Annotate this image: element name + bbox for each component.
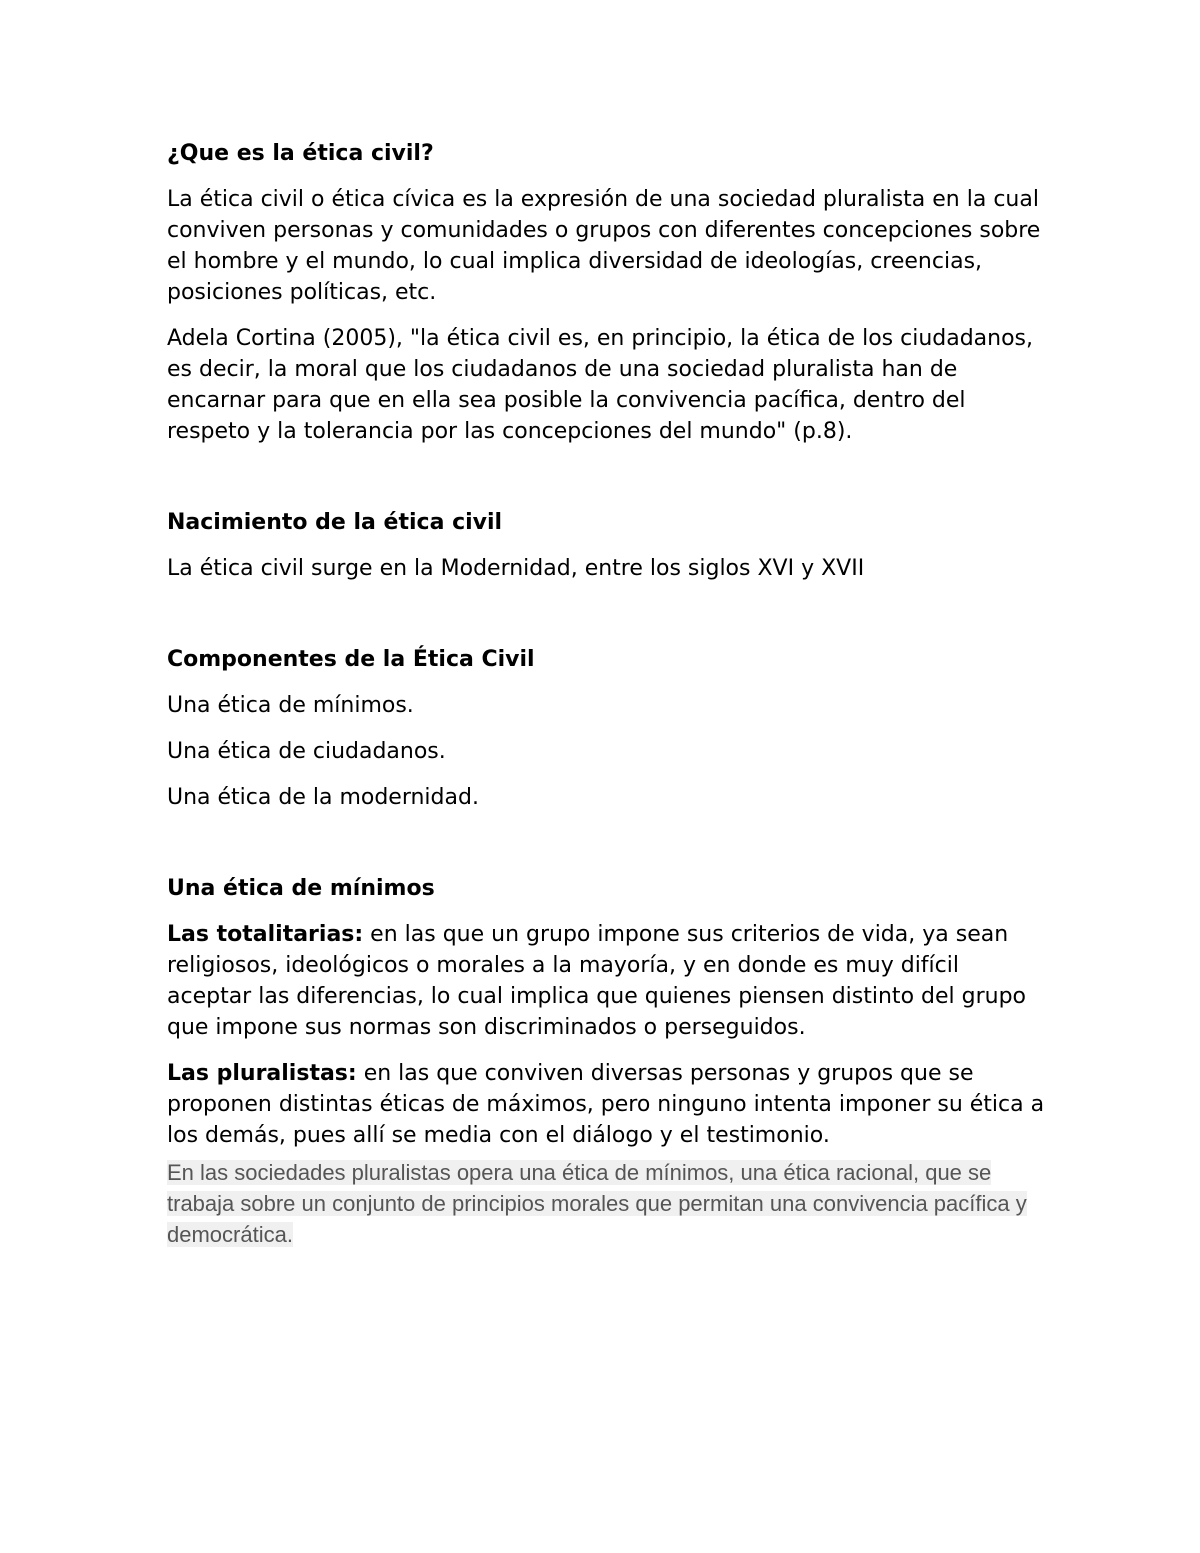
- cortina-quote-paragraph: Adela Cortina (2005), "la ética civil es, en principio, la ética de los ciudadanos, es decir, la moral que los ciudadanos de una sociedad pluralista han de encarnar para que en ella sea posible la convivencia pacífica, dentro del respeto y la tolerancia por las concepciones del mundo" (p.8).: [167, 326, 1034, 444]
- section-title-nacimiento: Nacimiento de la ética civil: [167, 510, 503, 535]
- document-page: [167, 138, 1047, 1250]
- nacimiento-paragraph: La ética civil surge en la Modernidad, entre los siglos XVI y XVII: [167, 556, 865, 581]
- pluralistas-paragraph: [167, 1058, 1047, 1151]
- componente-item: Una ética de la modernidad.: [167, 785, 479, 810]
- pluralistas-text: en las que conviven diversas personas y grupos que se proponen distintas éticas de máximos, pero ninguno intenta imponer su ética a los demás, pues allí se media con el diálogo y el testimonio.: [167, 1061, 1045, 1148]
- definition-paragraph: La ética civil o ética cívica es la expresión de una sociedad pluralista en la cual conviven personas y comunidades o grupos con diferentes concepciones sobre el hombre y el mundo, lo cual implica diversidad de ideologías, creencias, posiciones políticas, etc.: [167, 187, 1041, 305]
- pluralistas-label: Las pluralistas:: [167, 1061, 357, 1086]
- section-title-minimos: Una ética de mínimos: [167, 876, 435, 901]
- totalitarias-paragraph: [167, 919, 1047, 1043]
- componente-item: Una ética de mínimos.: [167, 693, 414, 718]
- section-title-componentes: Componentes de la Ética Civil: [167, 647, 535, 672]
- highlighted-paragraph: [167, 1157, 1047, 1250]
- totalitarias-text: en las que un grupo impone sus criterios de vida, ya sean religiosos, ideológicos o morales a la mayoría, y en donde es muy difícil aceptar las diferencias, lo cual implica que quienes piensen distinto del grupo que impone sus normas son discriminados o perseguidos.: [167, 922, 1026, 1040]
- section-title-que-es: ¿Que es la ética civil?: [167, 141, 434, 166]
- totalitarias-label: Las totalitarias:: [167, 922, 364, 947]
- highlighted-text: En las sociedades pluralistas opera una ética de mínimos, una ética racional, que se trabaja sobre un conjunto de principios morales que permitan una convivencia pacífica y democrática.: [167, 1160, 1027, 1247]
- componente-item: Una ética de ciudadanos.: [167, 739, 446, 764]
